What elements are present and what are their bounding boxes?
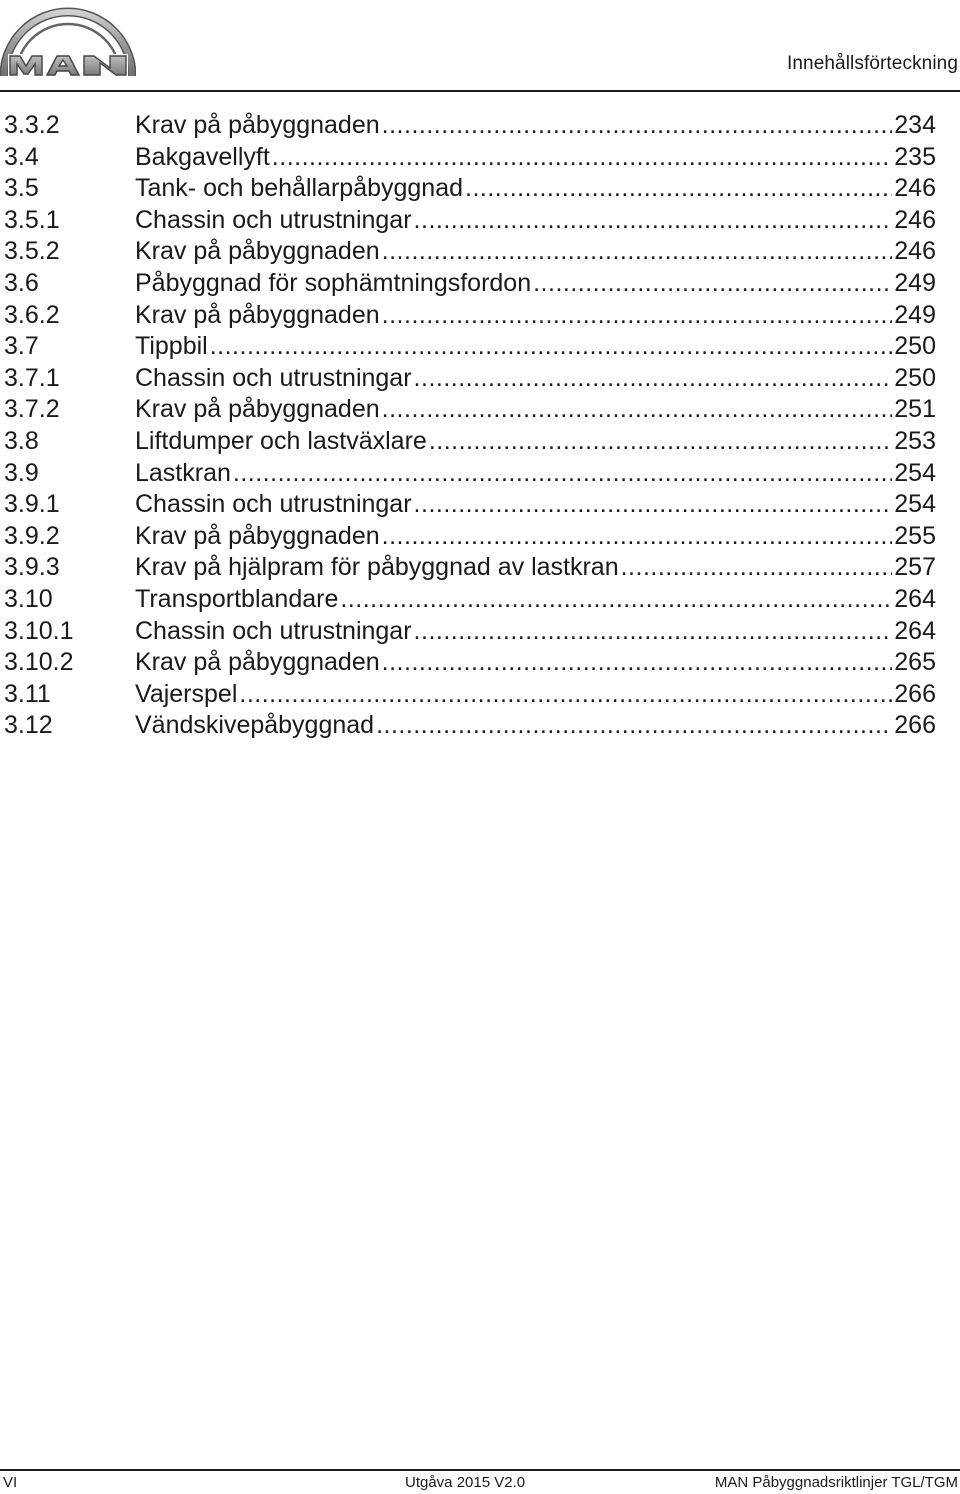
toc-entry[interactable] xyxy=(4,458,936,490)
edition-label: Utgåva 2015 V2.0 xyxy=(405,1474,526,1491)
toc-entry[interactable] xyxy=(4,426,936,458)
toc-dot-leader xyxy=(414,489,893,521)
toc-entry-number: 3.5.2 xyxy=(4,237,60,266)
toc-dot-leader xyxy=(382,521,893,553)
toc-entry-number: 3.7.1 xyxy=(4,363,60,392)
toc-entry-page: 265 xyxy=(894,648,936,677)
toc-entry-number: 3.4 xyxy=(4,142,39,171)
toc-entry-page: 255 xyxy=(894,521,936,550)
table-of-contents xyxy=(4,110,936,742)
toc-entry[interactable] xyxy=(4,236,936,268)
toc-entry[interactable] xyxy=(4,489,936,521)
toc-entry-title: Tippbil xyxy=(135,332,208,361)
toc-entry-title: Bakgavellyft xyxy=(135,142,270,171)
toc-entry-title: Chassin och utrustningar xyxy=(135,363,412,392)
toc-entry-number: 3.10.2 xyxy=(4,648,74,677)
footer-divider xyxy=(0,1469,960,1471)
toc-entry[interactable] xyxy=(4,394,936,426)
toc-entry-number: 3.10 xyxy=(4,584,53,613)
toc-dot-leader xyxy=(340,584,892,616)
toc-entry-number: 3.7 xyxy=(4,332,39,361)
toc-entry[interactable] xyxy=(4,521,936,553)
toc-dot-leader xyxy=(210,331,893,363)
toc-entry-number: 3.9 xyxy=(4,458,39,487)
toc-entry-title: Chassin och utrustningar xyxy=(135,616,412,645)
toc-dot-leader xyxy=(233,458,892,490)
toc-entry-page: 254 xyxy=(894,458,936,487)
toc-entry-number: 3.3.2 xyxy=(4,111,60,139)
toc-entry-title: Krav på påbyggnaden xyxy=(135,111,380,139)
toc-entry[interactable] xyxy=(4,616,936,648)
toc-entry-page: 246 xyxy=(894,174,936,203)
toc-entry-page: 266 xyxy=(894,679,936,708)
toc-entry-page: 249 xyxy=(894,268,936,297)
toc-entry-title: Transportblandare xyxy=(135,584,339,613)
toc-dot-leader xyxy=(533,268,892,300)
toc-entry-number: 3.7.2 xyxy=(4,395,60,424)
toc-entry-number: 3.10.1 xyxy=(4,616,74,645)
toc-dot-leader xyxy=(414,205,893,237)
toc-dot-leader xyxy=(272,142,892,174)
toc-entry-page: 253 xyxy=(894,426,936,455)
toc-entry-page: 251 xyxy=(894,395,936,424)
toc-entry[interactable] xyxy=(4,710,936,742)
toc-entry-page: 250 xyxy=(894,332,936,361)
toc-entry[interactable] xyxy=(4,679,936,711)
toc-entry-title: Krav på påbyggnaden xyxy=(135,395,380,424)
toc-entry-page: 250 xyxy=(894,363,936,392)
toc-entry-title: Liftdumper och lastväxlare xyxy=(135,426,427,455)
toc-entry-title: Krav på påbyggnaden xyxy=(135,300,380,329)
toc-entry-page: 254 xyxy=(894,490,936,519)
toc-dot-leader xyxy=(414,616,893,648)
toc-entry-title: Tank- och behållarpåbyggnad xyxy=(135,174,464,203)
toc-dot-leader xyxy=(382,236,893,268)
toc-dot-leader xyxy=(414,363,893,395)
page-number: VI xyxy=(3,1474,18,1491)
toc-dot-leader xyxy=(429,426,892,458)
toc-entry[interactable] xyxy=(4,647,936,679)
page-title: Innehållsförteckning xyxy=(787,53,958,74)
toc-dot-leader xyxy=(376,710,892,742)
toc-entry-number: 3.6 xyxy=(4,268,39,297)
toc-entry-number: 3.9.3 xyxy=(4,553,60,582)
toc-entry-title: Chassin och utrustningar xyxy=(135,490,412,519)
header-divider xyxy=(0,90,960,92)
toc-entry-number: 3.5 xyxy=(4,174,39,203)
toc-entry[interactable] xyxy=(4,142,936,174)
toc-entry-title: Krav på hjälpram för påbyggnad av lastkran xyxy=(135,553,619,582)
toc-entry-title: Chassin och utrustningar xyxy=(135,205,412,234)
toc-entry[interactable] xyxy=(4,268,936,300)
toc-entry-page: 264 xyxy=(894,616,936,645)
toc-dot-leader xyxy=(621,552,893,584)
toc-entry-title: Påbyggnad för sophämtningsfordon xyxy=(135,268,532,297)
toc-entry[interactable] xyxy=(4,584,936,616)
svg-text:MAN: MAN xyxy=(68,80,71,81)
toc-entry[interactable] xyxy=(4,173,936,205)
document-title: MAN Påbyggnadsriktlinjer TGL/TGM xyxy=(714,1474,958,1491)
toc-entry-page: 246 xyxy=(894,205,936,234)
toc-dot-leader xyxy=(239,679,892,711)
toc-dot-leader xyxy=(382,110,893,142)
toc-entry[interactable] xyxy=(4,331,936,363)
toc-entry-number: 3.12 xyxy=(4,711,53,740)
toc-entry-number: 3.5.1 xyxy=(4,205,60,234)
toc-entry-page: 249 xyxy=(894,300,936,329)
toc-dot-leader xyxy=(382,394,893,426)
toc-entry-number: 3.8 xyxy=(4,426,39,455)
toc-entry-page: 235 xyxy=(894,142,936,171)
toc-entry-page: 234 xyxy=(894,111,936,139)
toc-entry-number: 3.9.2 xyxy=(4,521,60,550)
toc-entry-title: Krav på påbyggnaden xyxy=(135,521,380,550)
toc-entry-number: 3.9.1 xyxy=(4,490,60,519)
toc-entry-number: 3.6.2 xyxy=(4,300,60,329)
toc-dot-leader xyxy=(382,300,893,332)
toc-entry-title: Vändskivepåbyggnad xyxy=(135,711,375,740)
man-logo xyxy=(0,0,136,82)
toc-dot-leader xyxy=(465,173,892,205)
toc-entry[interactable] xyxy=(4,363,936,395)
toc-entry-page: 264 xyxy=(894,584,936,613)
toc-dot-leader xyxy=(382,647,893,679)
toc-entry-title: Lastkran xyxy=(135,458,231,487)
toc-entry[interactable] xyxy=(4,110,936,142)
toc-entry[interactable] xyxy=(4,300,936,332)
toc-entry-page: 266 xyxy=(894,711,936,740)
toc-entry-page: 257 xyxy=(894,553,936,582)
toc-entry-title: Vajerspel xyxy=(135,679,238,708)
toc-entry-title: Krav på påbyggnaden xyxy=(135,648,380,677)
toc-entry[interactable] xyxy=(4,552,936,584)
toc-entry-page: 246 xyxy=(894,237,936,266)
toc-entry[interactable] xyxy=(4,205,936,237)
toc-entry-number: 3.11 xyxy=(4,679,51,708)
toc-entry-title: Krav på påbyggnaden xyxy=(135,237,380,266)
